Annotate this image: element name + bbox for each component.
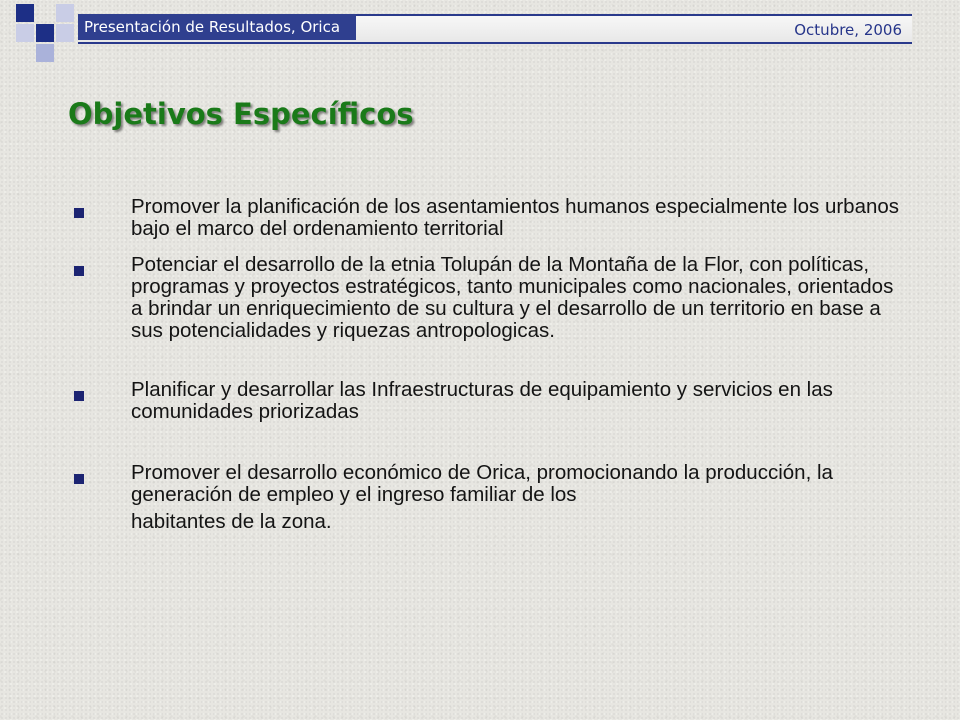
corner-square-mid (36, 44, 54, 62)
bullet-text: Promover el desarrollo económico de Orica, promocionando la producción, la generación de empleo y el ingreso familiar de los (131, 461, 833, 506)
corner-square-light (56, 24, 74, 42)
corner-square-navy (16, 4, 34, 22)
corner-square-navy (36, 24, 54, 42)
bullet-square-icon (74, 208, 84, 218)
bullet-text: Potenciar el desarrollo de la etnia Tolupán de la Montaña de la Flor, con políticas, programas y proyectos estratégicos, tanto municipales como nacionales, orientados a brindar un enriquecimiento de su cultura y el desarrollo de un territorio en base a sus potencialidades y riquezas antropologicas. (131, 253, 894, 342)
slide-title: Objetivos Específicos (68, 97, 414, 131)
list-item (70, 254, 900, 342)
bullet-text: Promover la planificación de los asentamientos humanos especialmente los urbanos bajo el marco del ordenamiento territorial (131, 195, 900, 240)
presentation-date: Octubre, 2006 (794, 21, 902, 39)
list-item (70, 379, 900, 423)
bullet-square-icon (74, 391, 84, 401)
list-item (70, 196, 900, 240)
bullet-square-icon (74, 474, 84, 484)
objectives-list (70, 196, 900, 536)
bullet-text-continuation: habitantes de la zona. (131, 510, 332, 533)
list-item (70, 462, 900, 536)
presentation-title: Presentación de Resultados, Orica (78, 14, 356, 40)
bullet-square-icon (74, 266, 84, 276)
corner-square-light (16, 24, 34, 42)
corner-square-light (56, 4, 74, 22)
bullet-text: Planificar y desarrollar las Infraestructuras de equipamiento y servicios en las comunidades priorizadas (131, 378, 833, 423)
